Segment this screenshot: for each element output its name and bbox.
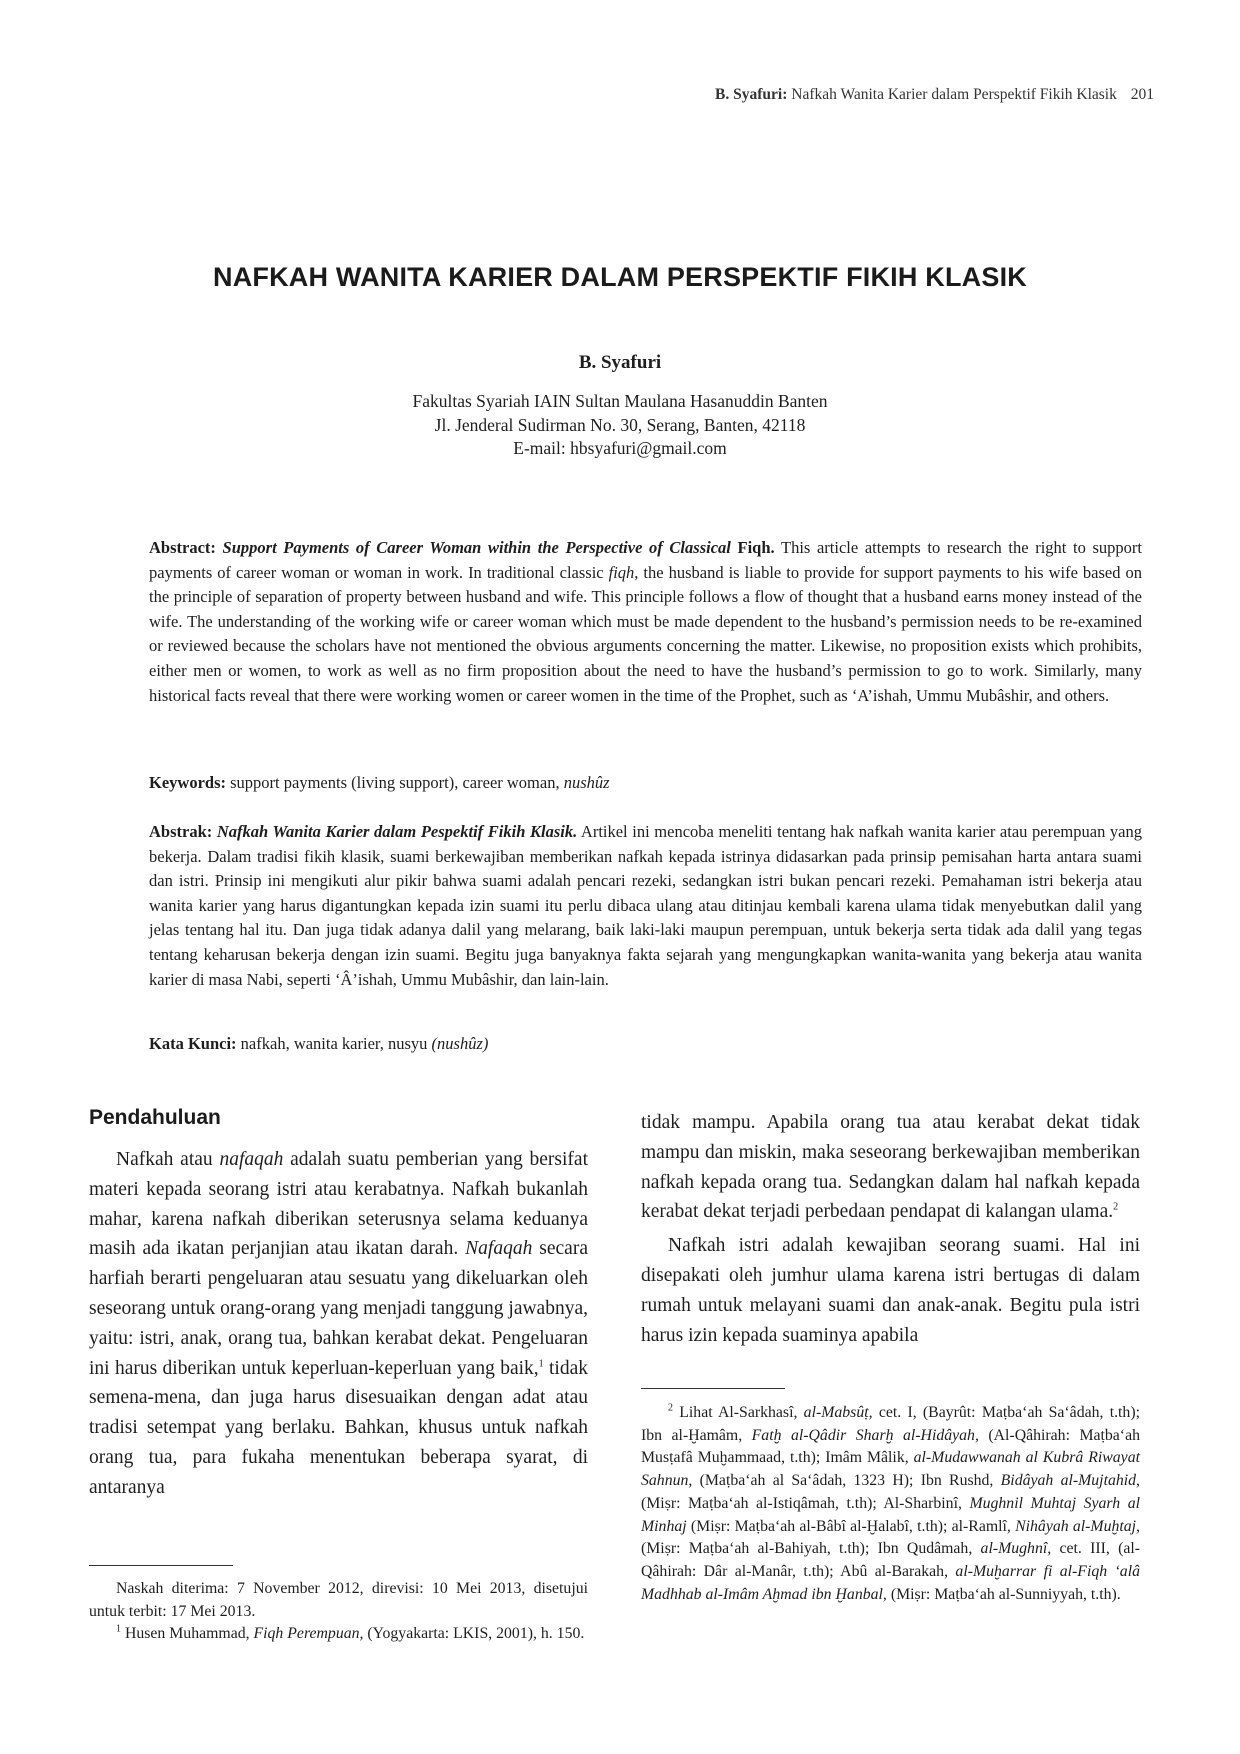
author-affiliation bbox=[0, 390, 1240, 461]
text-span: (Miṣr: Maṭba‘ah al-Bâbî al-Ḫalabî, t.th); al-Ramlî, bbox=[686, 1517, 1016, 1535]
footnote-ref-2[interactable]: 2 bbox=[1113, 1201, 1119, 1213]
abstract-label: Abstract: bbox=[149, 538, 216, 557]
text-span: cet. I, (Bayrût: Maṭba‘ah Sa‘âdah, t.th); Ibn al-Ḫamâm, bbox=[641, 1404, 1140, 1444]
text-span: adalah suatu pemberian yang bersifat materi kepada seorang istri atau kerabatnya. Nafkah bukanlah mahar, karena nafkah diberikan seterusnya selama keduanya masih ada ikatan perjanjian atau ikatan darah. bbox=[89, 1149, 588, 1260]
italic-term: al-Muḫarrar fi al-Fiqh ‘alâ Madhhab al-Imâm Aḫmad ibn Ḫanbal, bbox=[641, 1562, 1140, 1603]
text-span: (Miṣr: Maṭba‘ah al-Istiqâmah, t.th); Al-Sharbinî, bbox=[641, 1494, 970, 1512]
abstract-indonesian bbox=[149, 820, 1142, 992]
abstract-text-1: This article attempts to research the right to support payments of career woman or woman in work. In traditional classic bbox=[149, 538, 1142, 582]
running-head-title: Nafkah Wanita Karier dalam Perspektif Fikih Klasik bbox=[791, 86, 1117, 103]
body-paragraph bbox=[641, 1108, 1140, 1227]
italic-term: Nihâyah al-Muḫtaj, bbox=[1015, 1517, 1140, 1535]
text-span: (Miṣr: Maṭba‘ah al-Bahiyah, t.th); Ibn Qudâmah, bbox=[641, 1540, 981, 1558]
body-column-right bbox=[641, 1108, 1140, 1350]
body-column-left bbox=[89, 1145, 588, 1503]
affiliation-email: E-mail: hbsyafuri@gmail.com bbox=[513, 438, 727, 458]
footnote-number: 2 bbox=[668, 1402, 673, 1414]
footnote-ref-1[interactable]: 1 bbox=[538, 1358, 544, 1370]
keywords-label: Keywords: bbox=[149, 773, 226, 792]
kata-kunci-text: nafkah, wanita karier, nusyu bbox=[236, 1034, 432, 1053]
body-paragraph bbox=[89, 1145, 588, 1503]
affiliation-address: Jl. Jenderal Sudirman No. 30, Serang, Banten, 42118 bbox=[434, 414, 806, 435]
footnote-divider-right bbox=[641, 1388, 785, 1389]
italic-term: al-Mudawwanah al Kubrâ Riwayat Sahnun, bbox=[641, 1449, 1140, 1490]
footnotes-right bbox=[641, 1402, 1140, 1606]
italic-term: Mughnil Muhtaj Syarh al Minhaj bbox=[641, 1494, 1140, 1535]
text-span: Husen Muhammad, bbox=[121, 1625, 254, 1643]
italic-term: Bidâyah al-Mujtahid, bbox=[1000, 1472, 1140, 1490]
kata-kunci-label: Kata Kunci: bbox=[149, 1034, 237, 1053]
text-span: Nafkah atau bbox=[116, 1149, 220, 1170]
abstract-title: Support Payments of Career Woman within the Perspective of Classical bbox=[222, 538, 731, 557]
text-span: tidak mampu. Apabila orang tua atau kerabat dekat tidak mampu dan miskin, maka seseorang berkewajiban memberikan nafkah kepada orang tua. Sedangkan dalam hal nafkah kepada kerabat dekat terjadi perbedaan pendapat di kalangan ulama. bbox=[641, 1112, 1140, 1223]
running-head-author: B. Syafuri: bbox=[715, 86, 788, 103]
italic-term: al-Mughnî, bbox=[980, 1540, 1052, 1558]
italic-term: Fatḫ al-Qâdir Sharḫ al-Hidâyah, bbox=[751, 1426, 979, 1444]
footnote-1 bbox=[89, 1623, 588, 1646]
text-span: secara harfiah berarti pengeluaran atau sesuatu yang dikeluarkan oleh seseorang untuk orang-orang yang menjadi tanggung jawabnya, yaitu: istri, anak, orang tua, bahkan kerabat dekat. Pengeluaran ini harus diberikan untuk keperluan-keperluan yang baik, bbox=[89, 1238, 588, 1379]
keywords-english bbox=[149, 771, 1142, 796]
italic-term: nafaqah bbox=[219, 1149, 284, 1170]
article-author: B. Syafuri bbox=[578, 352, 662, 373]
received-note: Naskah diterima: 7 November 2012, direvisi: 10 Mei 2013, disetujui untuk terbit: 17 Mei 2013. bbox=[89, 1580, 588, 1620]
text-span: Lihat Al-Sarkhasî, bbox=[673, 1404, 804, 1421]
text-span: (Miṣr: Maṭba‘ah al-Sunniyyah, t.th). bbox=[886, 1585, 1121, 1603]
section-heading: Pendahuluan bbox=[89, 1106, 221, 1129]
kata-kunci-italic: (nushûz) bbox=[431, 1034, 489, 1053]
text-span: Nafkah istri adalah kewajiban seorang suami. Hal ini disepakati oleh jumhur ulama karena istri bertugas di dalam rumah untuk melayani suami dan anak-anak. Begitu pula istri harus izin kepada suaminya apabila bbox=[641, 1235, 1140, 1346]
footnote-divider-left bbox=[89, 1565, 233, 1566]
running-head bbox=[715, 86, 1154, 104]
text-span: (Yogyakarta: LKIS, 2001), h. 150. bbox=[363, 1625, 585, 1643]
abstract-title-end: Fiqh. bbox=[737, 538, 775, 557]
abstract-english bbox=[149, 536, 1142, 708]
italic-term: Nafaqah bbox=[465, 1238, 533, 1260]
keywords-text: support payments (living support), career woman, bbox=[226, 773, 564, 792]
keywords-italic: nushûz bbox=[563, 773, 610, 792]
footnote-2 bbox=[641, 1402, 1140, 1606]
abstrak-text: Artikel ini mencoba meneliti tentang hak nafkah wanita karier atau perempuan yang bekerja. Dalam tradisi fikih klasik, suami berkewajiban memberikan nafkah kepada istrinya didasarkan pada prinsip pemisahan harta antara suami dan istri. Prinsip ini mengikuti alur pikir bahwa suami adalah pencari rezeki, sedangkan istri bukan pencari rezeki. Pemahaman istri bekerja atau wanita karier yang harus digantungkan kepada izin suami itu perlu dibaca ulang atau ditinjau kembali karena ulama tidak menyebutkan dalil yang jelas tentang hal itu. Dan juga tidak adanya dalil yang melarang, baik laki-laki maupun perempuan, untuk bekerja serta tidak ada dalil yang tegas tentang keharusan bekerja dengan izin suami. Begitu juga banyaknya fakta sejarah yang mengungkapkan wanita-wanita yang bekerja atau wanita karier di masa Nabi, seperti ‘Â’ishah, Ummu Mubâshir, dan lain-lain. bbox=[149, 822, 1142, 989]
abstrak-label: Abstrak: bbox=[149, 822, 213, 841]
footnotes-left bbox=[89, 1578, 588, 1646]
abstract-text-2: , the husband is liable to provide for support payments to his wife based on the principle of separation of property between husband and wife. This principle follows a flow of thought that a husband earns money instead of the wife. The understanding of the working wife or career woman which must be made dependent to the husband’s permission needs to be re-examined or reviewed because the scholars have not mentioned the obvious arguments concerning the matter. Likewise, no proposition exists which prohibits, either men or women, to work as well as no firm proposition about the need to have the husband’s permission to go to work. Similarly, many historical facts reveal that there were working women or career women in the time of the Prophet, such as ‘A’ishah, Ummu Mubâshir, and others. bbox=[149, 562, 1142, 705]
abstract-fiqh: fiqh bbox=[608, 562, 635, 582]
italic-term: al-Mabsûṭ, bbox=[803, 1404, 873, 1421]
page-number: 201 bbox=[1130, 86, 1154, 103]
text-span: (Maṭba‘ah al Sa‘âdah, 1323 H); Ibn Rushd, bbox=[692, 1472, 1001, 1490]
affiliation-institution: Fakultas Syariah IAIN Sultan Maulana Hasanuddin Banten bbox=[412, 391, 828, 411]
italic-term: Fiqh Perempuan, bbox=[253, 1625, 364, 1643]
text-span: (Al-Qâhirah: Maṭba‘ah Musṭafâ Muḫammaad, t.th); Imâm Mâlik, bbox=[641, 1426, 1140, 1467]
keywords-indonesian bbox=[149, 1032, 1142, 1057]
text-span: cet. III, (al-Qâhirah: Dâr al-Manâr, t.th); Abû al-Barakah, bbox=[641, 1540, 1140, 1580]
text-span: tidak semena-mena, dan juga harus disesuaikan dengan adat atau tradisi setempat yang berlaku. Bahkan, khusus untuk nafkah orang tua, para fukaha menentukan beberapa syarat, di antaranya bbox=[89, 1357, 588, 1498]
body-paragraph bbox=[641, 1231, 1140, 1350]
footnote-number: 1 bbox=[116, 1624, 121, 1636]
article-title: NAFKAH WANITA KARIER DALAM PERSPEKTIF FIKIH KLASIK bbox=[213, 262, 1027, 292]
abstrak-title: Nafkah Wanita Karier dalam Pespektif Fikih Klasik. bbox=[216, 822, 578, 841]
